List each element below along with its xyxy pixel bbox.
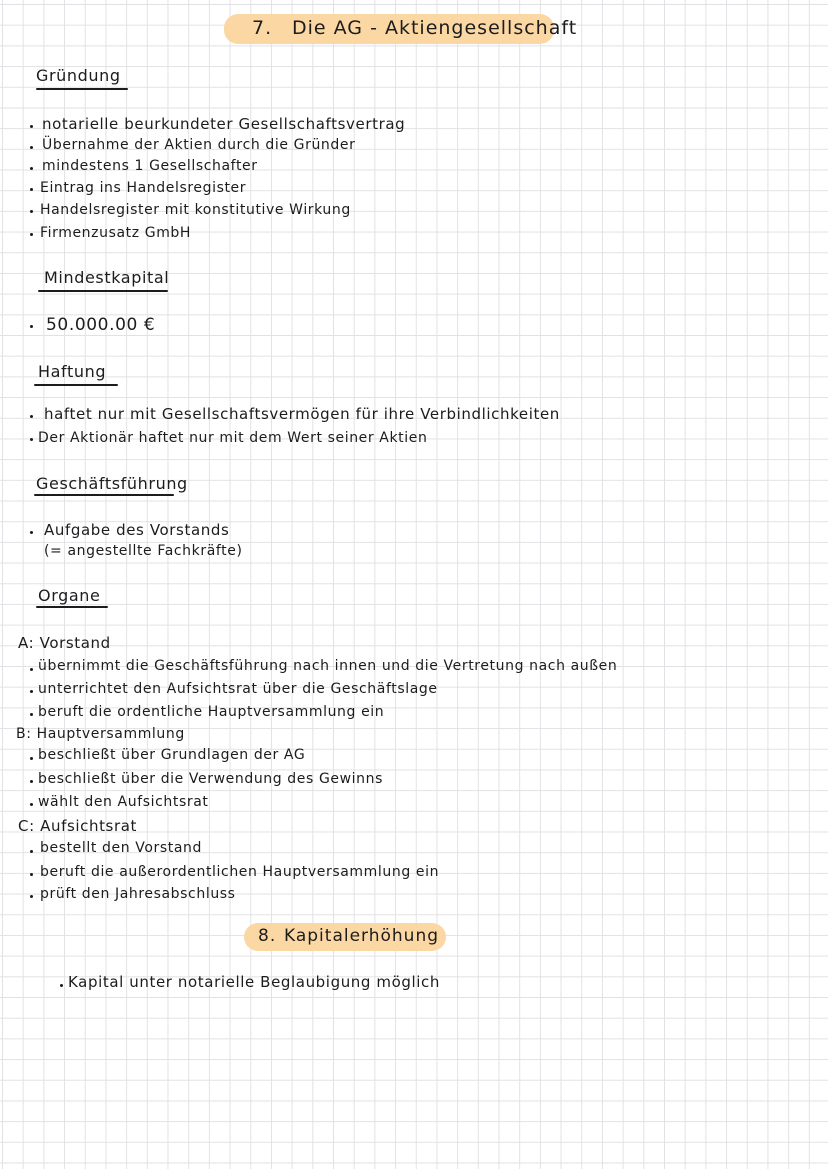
bullet (30, 895, 33, 898)
organ-c-label: C: Aufsichtsrat (18, 817, 138, 835)
bullet (30, 780, 33, 783)
heading-gruendung: Gründung (36, 66, 121, 85)
bullet (30, 873, 33, 876)
bullet (30, 167, 33, 170)
list-item: beruft die ordentliche Hauptversammlung ein (38, 704, 385, 720)
bullet (30, 146, 33, 149)
heading-underline (34, 494, 174, 496)
heading-underline (34, 384, 118, 386)
list-item: Übernahme der Aktien durch die Gründer (42, 137, 356, 153)
list-item: beschließt über Grundlagen der AG (38, 747, 306, 763)
heading-underline (36, 606, 108, 608)
bullet (30, 850, 33, 853)
heading-mindestkapital: Mindestkapital (44, 268, 170, 287)
list-item: bestellt den Vorstand (40, 840, 202, 856)
bullet (30, 668, 33, 671)
bullet (30, 713, 33, 716)
list-item: beschließt über die Verwendung des Gewinns (38, 771, 383, 787)
bullet (30, 188, 33, 191)
mindestkapital-value: 50.000.00 € (46, 315, 156, 335)
section8-number: 8. (258, 926, 277, 946)
bullet (30, 415, 33, 418)
bullet (30, 233, 33, 236)
organ-a-label: A: Vorstand (18, 634, 111, 652)
list-item: Der Aktionär haftet nur mit dem Wert seiner Aktien (38, 430, 428, 446)
kapital-note: Kapital unter notarielle Beglaubigung möglich (68, 973, 440, 991)
list-item: wählt den Aufsichtsrat (38, 794, 209, 810)
heading-organe: Organe (38, 586, 101, 605)
list-item: unterrichtet den Aufsichtsrat über die Geschäftslage (38, 681, 438, 697)
heading-underline (36, 88, 128, 90)
title-number: 7. (252, 17, 273, 39)
bullet (30, 438, 33, 441)
list-item: Firmenzusatz GmbH (40, 225, 192, 241)
bullet (30, 690, 33, 693)
heading-geschaeftsfuehrung: Geschäftsführung (36, 474, 188, 493)
organ-b-label: B: Hauptversammlung (16, 726, 185, 742)
list-item: haftet nur mit Gesellschaftsvermögen für ihre Verbindlichkeiten (44, 405, 560, 423)
bullet (30, 757, 33, 760)
heading-haftung: Haftung (38, 362, 107, 381)
section8-title: Kapitalerhöhung (284, 926, 440, 946)
list-item: Eintrag ins Handelsregister (40, 180, 247, 196)
page-title: Die AG - Aktiengesellschaft (292, 17, 578, 39)
bullet (30, 531, 33, 534)
list-item: mindestens 1 Gesellschafter (42, 158, 258, 174)
bullet (30, 325, 33, 328)
list-item: beruft die außerordentlichen Hauptversammlung ein (40, 864, 440, 880)
list-item: Handelsregister mit konstitutive Wirkung (40, 202, 351, 218)
bullet (30, 125, 33, 128)
bullet (60, 984, 63, 987)
heading-underline (38, 290, 168, 292)
bullet (30, 803, 33, 806)
bullet (30, 210, 33, 213)
geschaeftsfuehrung-line1: Aufgabe des Vorstands (44, 521, 230, 539)
geschaeftsfuehrung-line2: (= angestellte Fachkräfte) (44, 543, 243, 559)
list-item: notarielle beurkundeter Gesellschaftsvertrag (42, 115, 406, 133)
list-item: prüft den Jahresabschluss (40, 886, 236, 902)
list-item: übernimmt die Geschäftsführung nach innen und die Vertretung nach außen (38, 658, 618, 674)
